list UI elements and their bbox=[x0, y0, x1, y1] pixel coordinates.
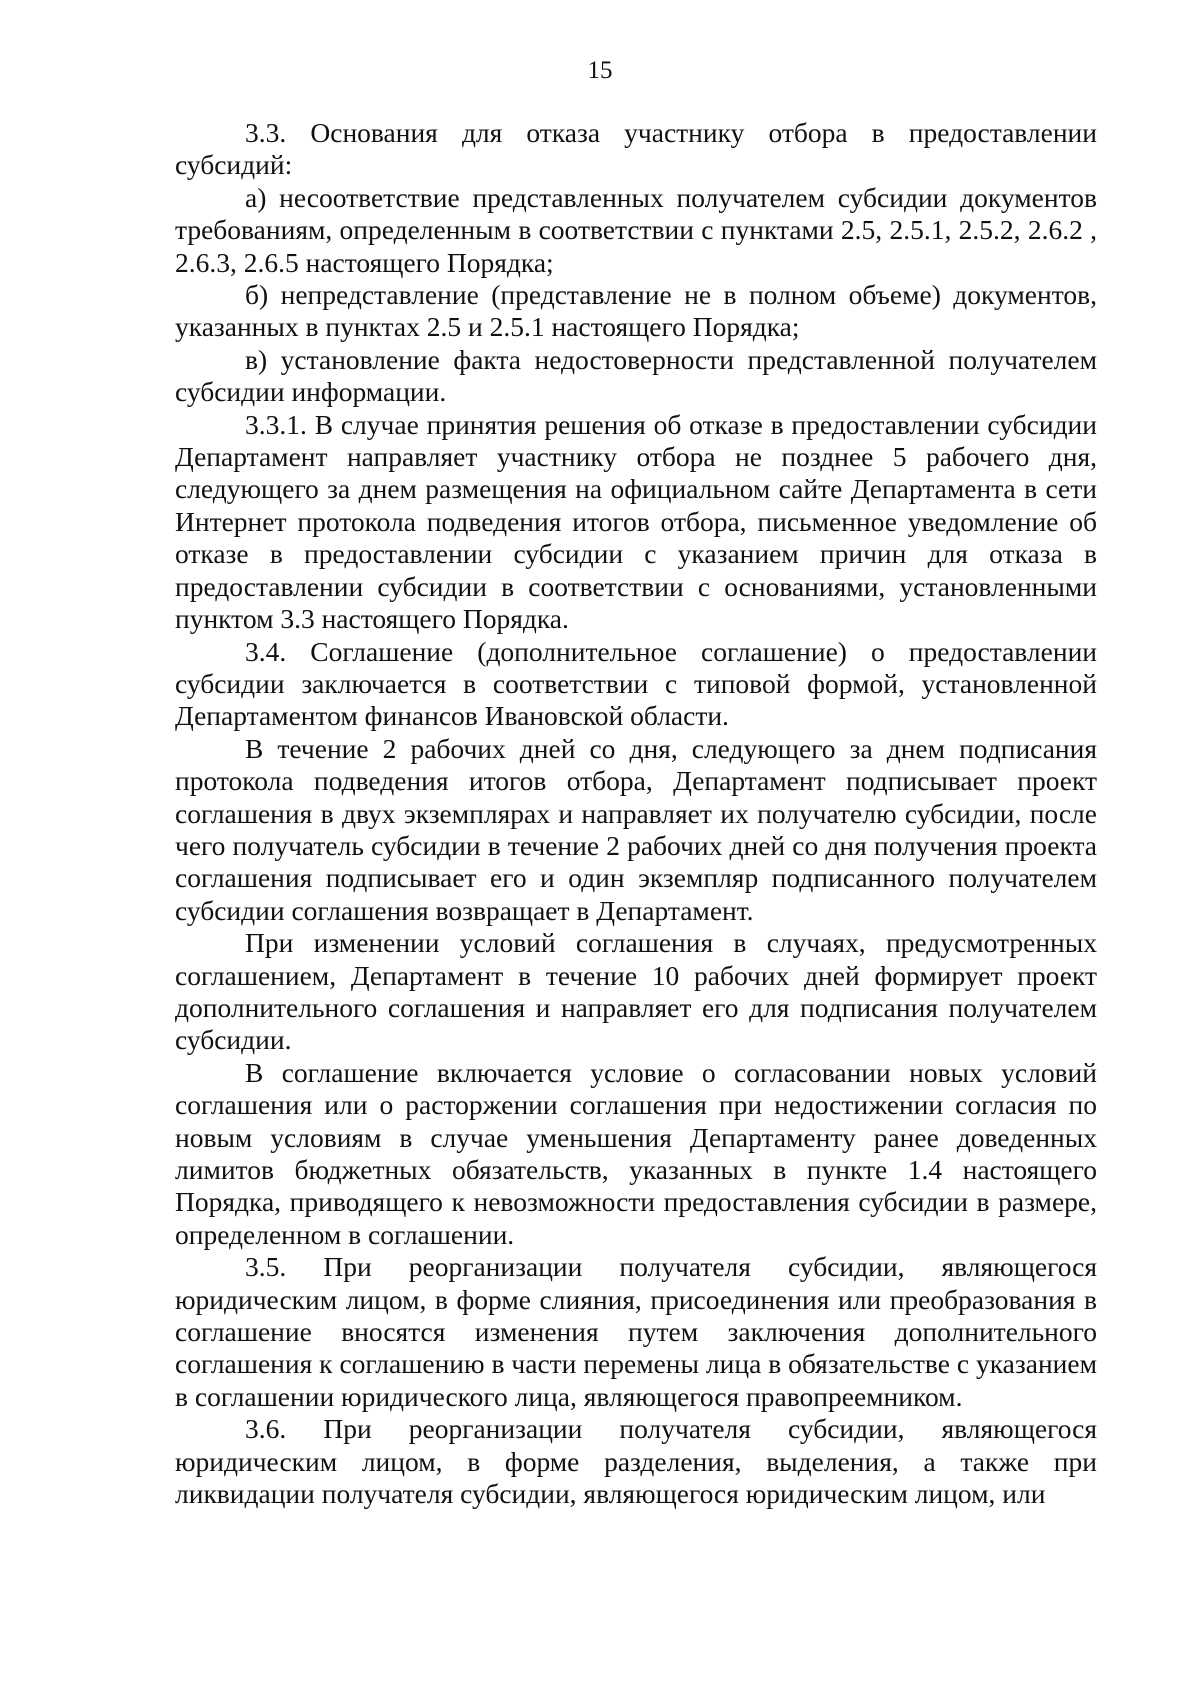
paragraph-3-3: 3.3. Основания для отказа участнику отбора в предоставлении субсидий: bbox=[175, 117, 1097, 181]
paragraph-3-5: 3.5. При реорганизации получателя субсидии, являющегося юридическим лицом, в форме слияния, присоединения или преобразования в соглашение вносятся изменения путем заключения дополнительного соглашения к соглашению в части перемены лица в обязательстве с указанием в соглашении юридического лица, являющегося правопреемником. bbox=[175, 1251, 1097, 1412]
paragraph-3-3-a: а) несоответствие представленных получателем субсидии документов требованиям, определенным в соответствии с пунктами 2.5, 2.5.1, 2.5.2, 2.6.2 , 2.6.3, 2.6.5 настоящего Порядка; bbox=[175, 181, 1097, 278]
paragraph-3-6: 3.6. При реорганизации получателя субсидии, являющегося юридическим лицом, в форме разделения, выделения, а также при ликвидации получателя субсидии, являющегося юридическим лицом, или bbox=[175, 1413, 1097, 1510]
paragraph-amendment: При изменении условий соглашения в случаях, предусмотренных соглашением, Департамент в течение 10 рабочих дней формирует проект дополнительного соглашения и направляет его для подписания получателем субсидии. bbox=[175, 927, 1097, 1056]
paragraph-3-3-b: б) непредставление (представление не в полном объеме) документов, указанных в пунктах 2.5 и 2.5.1 настоящего Порядка; bbox=[175, 279, 1097, 343]
page-number: 15 bbox=[587, 57, 613, 84]
paragraph-3-3-1: 3.3.1. В случае принятия решения об отказе в предоставлении субсидии Департамент направляет участнику отбора не позднее 5 рабочего дня, следующего за днем размещения на официальном сайте Департамента в сети Интернет протокола подведения итогов отбора, письменное уведомление об отказе в предоставлении субсидии с указанием причин для отказа в предоставлении субсидии в соответствии с основаниями, установленными пунктом 3.3 настоящего Порядка. bbox=[175, 408, 1097, 635]
paragraph-3-3-v: в) установление факта недостоверности представленной получателем субсидии информации. bbox=[175, 343, 1097, 408]
paragraph-signing-term: В течение 2 рабочих дней со дня, следующего за днем подписания протокола подведения итогов отбора, Департамент подписывает проект соглашения в двух экземплярах и направляет их получателю субсидии, после чего получатель субсидии в течение 2 рабочих дней со дня получения проекта соглашения подписывает его и один экземпляр подписанного получателем субсидии соглашения возвращает в Департамент. bbox=[175, 732, 1097, 926]
paragraph-3-4: 3.4. Соглашение (дополнительное соглашение) о предоставлении субсидии заключается в соответствии с типовой формой, установленной Департаментом финансов Ивановской области. bbox=[175, 635, 1097, 732]
document-body bbox=[175, 117, 1097, 1510]
paragraph-termination-condition: В соглашение включается условие о согласовании новых условий соглашения или о расторжении соглашения при недостижении согласия по новым условиям в случае уменьшения Департаменту ранее доведенных лимитов бюджетных обязательств, указанных в пункте 1.4 настоящего Порядка, приводящего к невозможности предоставления субсидии в размере, определенном в соглашении. bbox=[175, 1056, 1097, 1250]
